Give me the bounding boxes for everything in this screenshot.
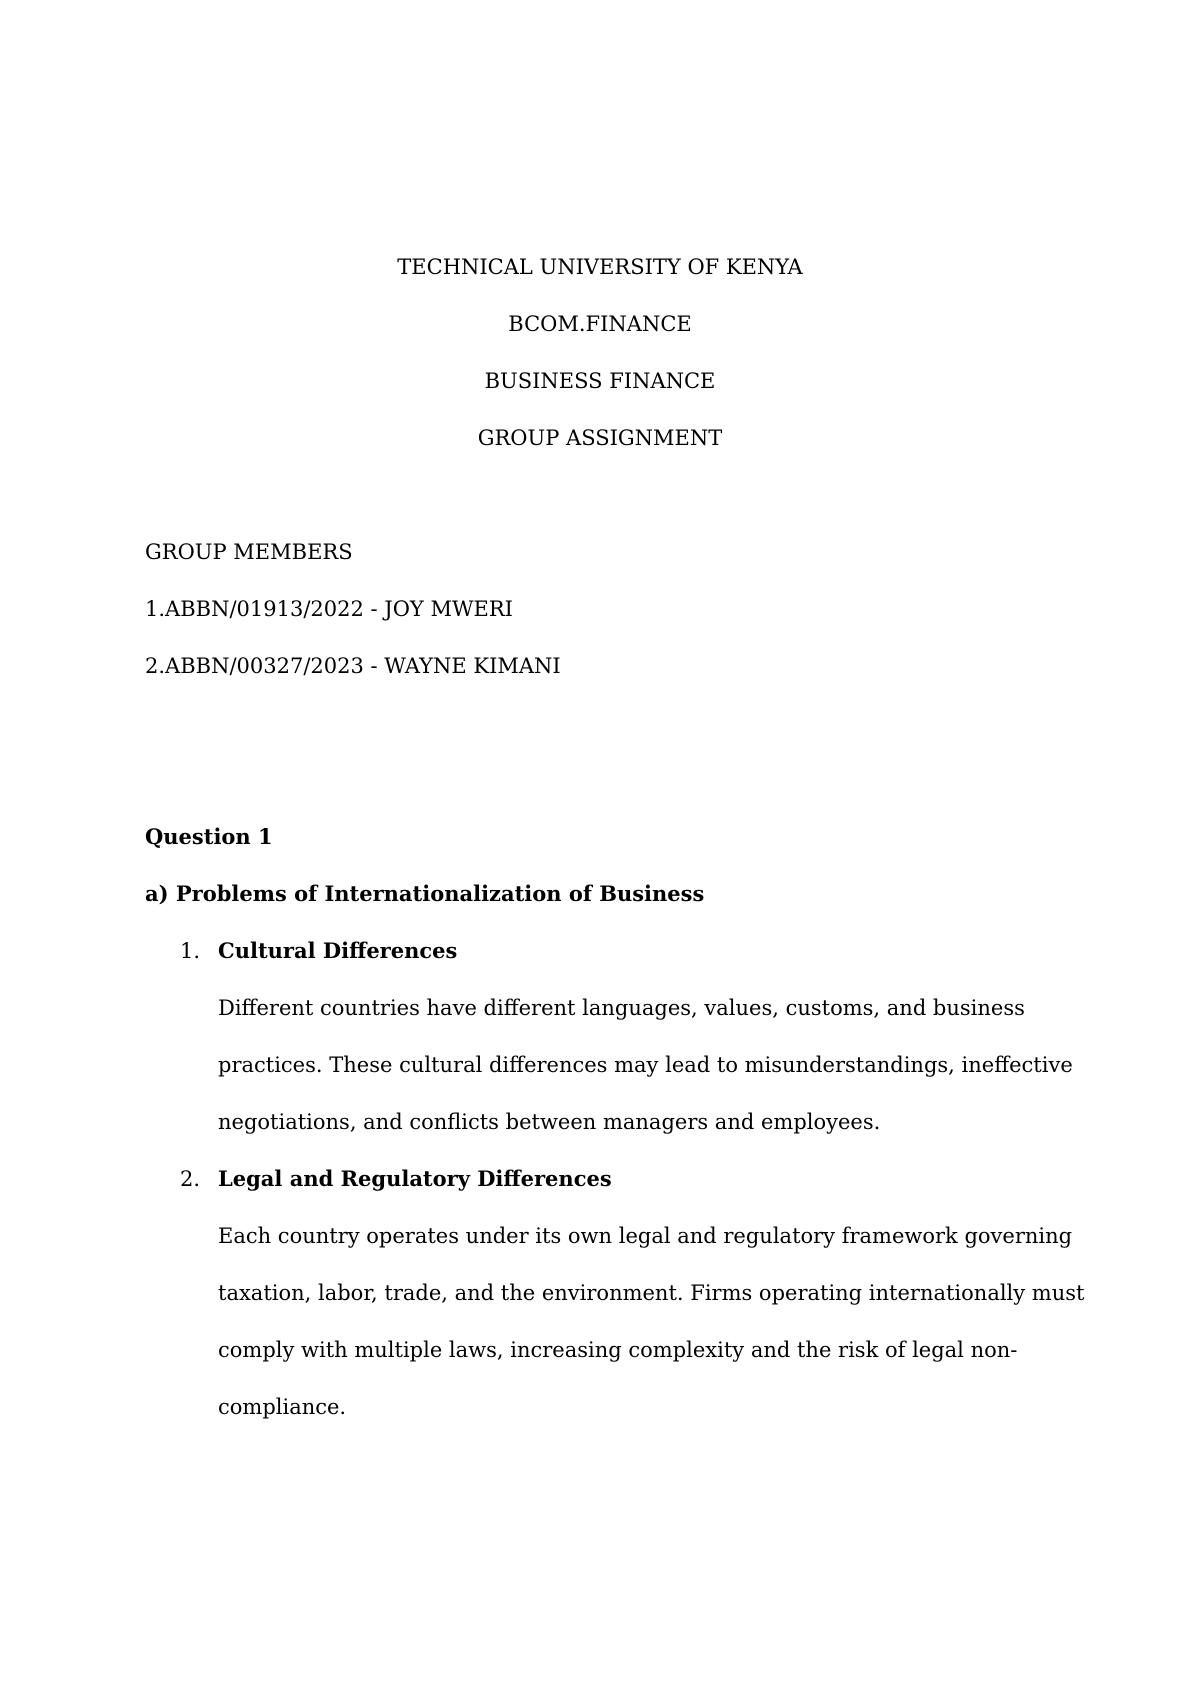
paragraph-line: taxation, labor, trade, and the environment. Firms operating internationally must	[218, 1281, 1085, 1305]
question-title: Question 1	[145, 824, 273, 849]
list-number: 1.	[180, 939, 201, 963]
paragraph-line: Different countries have different languages, values, customs, and business	[218, 996, 1025, 1020]
item-heading-cultural: Cultural Differences	[218, 938, 458, 963]
member-item: 2.ABBN/00327/2023 - WAYNE KIMANI	[145, 654, 561, 678]
university-title: TECHNICAL UNIVERSITY OF KENYA	[397, 255, 803, 279]
paragraph-line: comply with multiple laws, increasing complexity and the risk of legal non-	[218, 1338, 1018, 1362]
paragraph-line: negotiations, and conflicts between managers and employees.	[218, 1110, 881, 1134]
part-a-heading: a) Problems of Internationalization of Business	[145, 881, 705, 906]
member-item: 1.ABBN/01913/2022 - JOY MWERI	[145, 597, 513, 621]
assignment-title: GROUP ASSIGNMENT	[477, 426, 723, 450]
item-heading-legal: Legal and Regulatory Differences	[218, 1166, 612, 1191]
program-title: BCOM.FINANCE	[508, 312, 692, 336]
group-members-heading: GROUP MEMBERS	[145, 540, 353, 564]
paragraph-line: compliance.	[218, 1395, 347, 1419]
paragraph-line: Each country operates under its own legal and regulatory framework governing	[218, 1224, 1073, 1248]
paragraph-line: practices. These cultural differences may lead to misunderstandings, ineffective	[218, 1053, 1073, 1077]
course-title: BUSINESS FINANCE	[484, 369, 716, 393]
list-number: 2.	[180, 1167, 201, 1191]
